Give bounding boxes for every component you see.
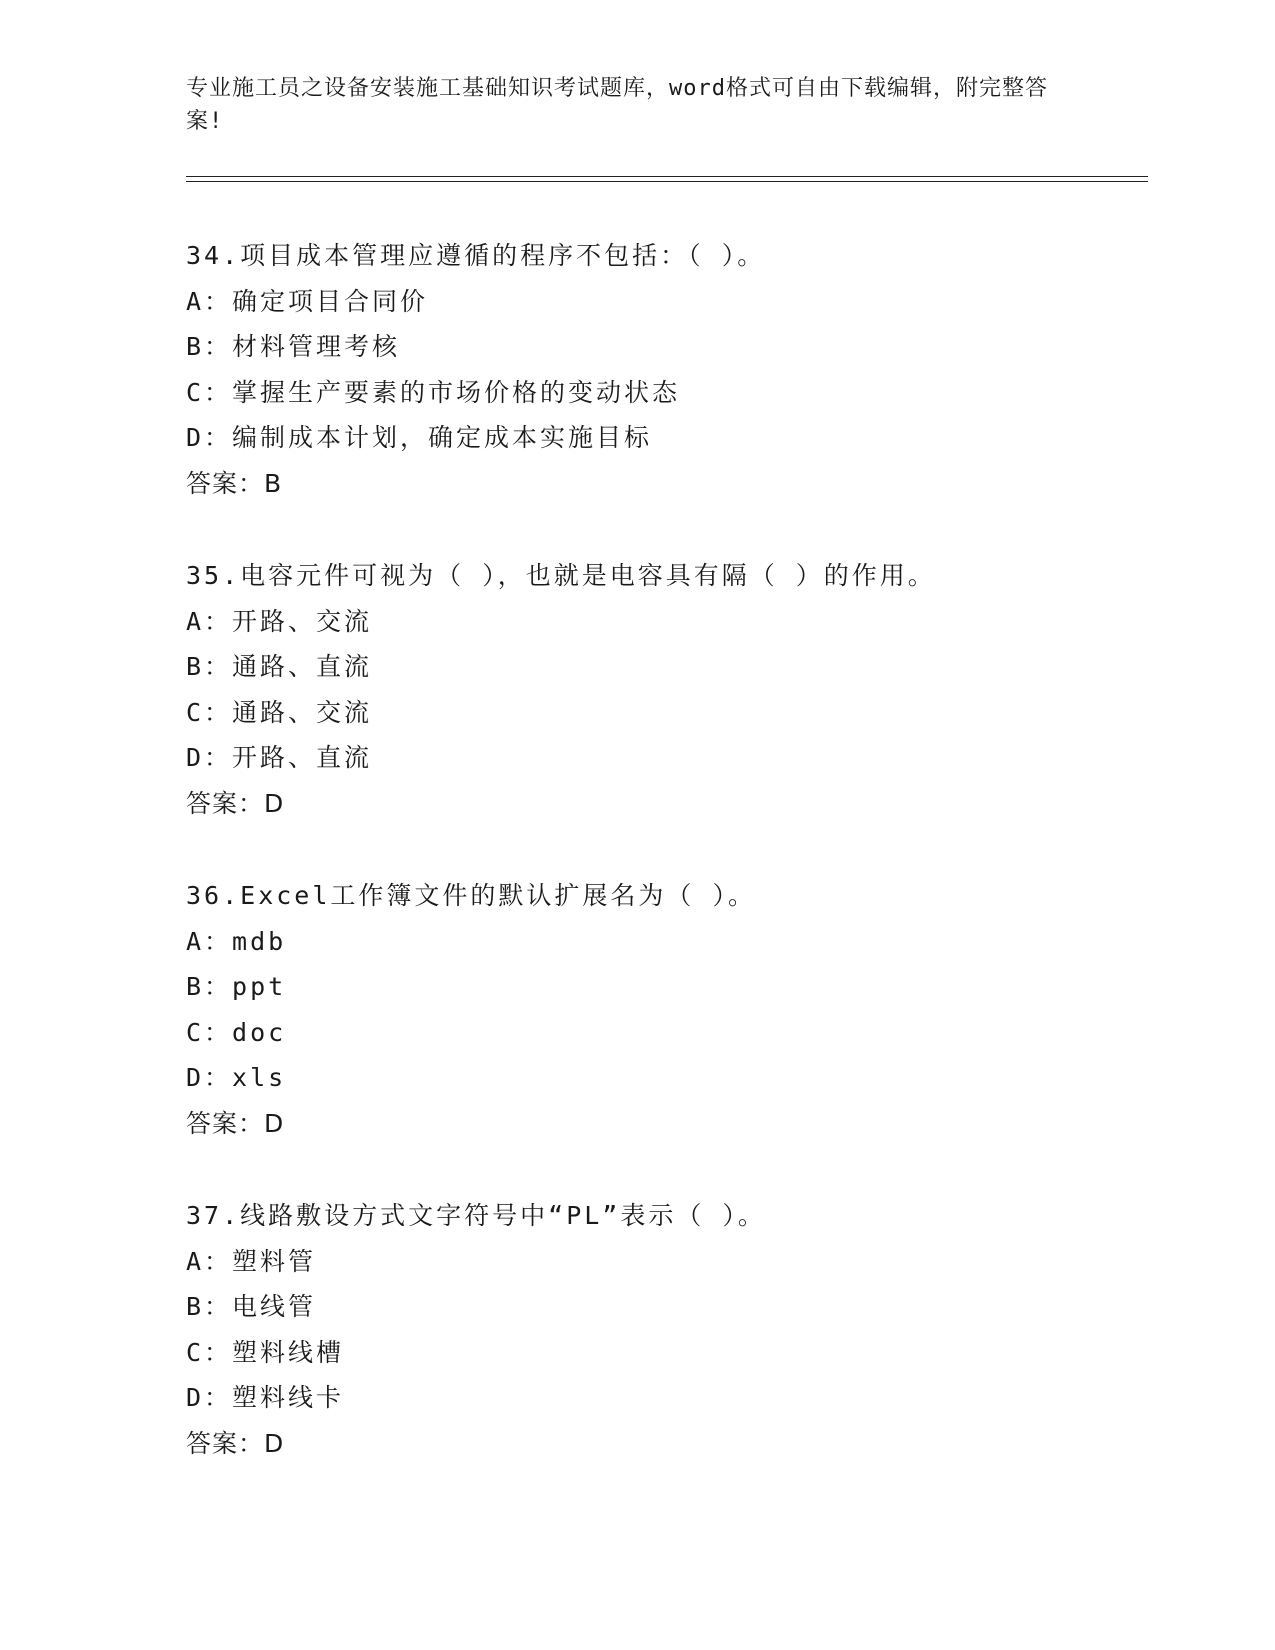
option-c: C：通路、交流 [186, 697, 373, 727]
option-d: D：xls [186, 1063, 287, 1092]
answer-line: 答案：D [186, 1428, 285, 1458]
header-divider [186, 176, 1148, 182]
question-block-36 [186, 873, 1146, 1146]
question-block-34 [186, 233, 1146, 506]
option-b: B：电线管 [186, 1292, 317, 1321]
option-d: D：塑料线卡 [186, 1383, 345, 1412]
option-a: A：mdb [186, 926, 287, 956]
question-stem: 35.电容元件可视为（ ），也就是电容具有隔（ ）的作用。 [186, 561, 936, 590]
option-c: C：doc [186, 1017, 287, 1047]
option-c: C：塑料线槽 [186, 1337, 345, 1367]
option-a: A：塑料管 [186, 1246, 317, 1276]
option-b: B：材料管理考核 [186, 332, 401, 361]
option-b: B：通路、直流 [186, 652, 373, 681]
document-header: 专业施工员之设备安装施工基础知识考试题库，word格式可自由下载编辑，附完整答案! [186, 76, 1048, 134]
question-block-35 [186, 553, 1146, 826]
question-stem: 37.线路敷设方式文字符号中“PL”表示（ ）。 [186, 1201, 766, 1230]
question-stem: 34.项目成本管理应遵循的程序不包括：（ ）。 [186, 241, 766, 270]
answer-line: 答案：B [186, 468, 283, 498]
option-d: D：开路、直流 [186, 743, 373, 772]
option-b: B：ppt [186, 972, 287, 1001]
question-block-37 [186, 1193, 1146, 1466]
answer-line: 答案：D [186, 1108, 285, 1138]
question-stem: 36.Excel工作簿文件的默认扩展名为（ ）。 [186, 881, 756, 910]
option-a: A：开路、交流 [186, 606, 373, 636]
option-a: A：确定项目合同价 [186, 286, 429, 316]
option-c: C：掌握生产要素的市场价格的变动状态 [186, 377, 681, 407]
option-d: D：编制成本计划，确定成本实施目标 [186, 423, 653, 452]
answer-line: 答案：D [186, 788, 285, 818]
